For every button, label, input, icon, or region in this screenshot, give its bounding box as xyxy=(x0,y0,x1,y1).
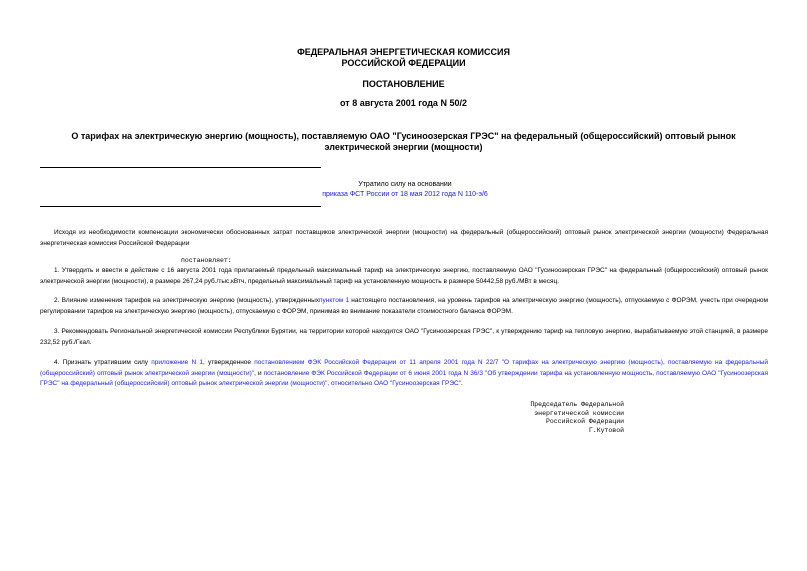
item-1-paragraph: 1. Утвердить и ввести в действие с 16 августа 2001 года прилагаемый предельный максимальный тариф на электрическую энергию, поставляемую ОАО "Гусиноозерская ГРЭС" на федеральный (общероссийский) оптовый рынок электрической энергии (мощности), в размере 267,24 руб./тыс.кВтч, предельный максимальный тариф на установленную мощность в размере 50442,58 руб./МВт в месяц. xyxy=(40,267,768,285)
country-title: РОССИЙСКОЙ ФЕДЕРАЦИИ xyxy=(341,58,466,68)
lost-force-note: Утратило силу на основании xyxy=(358,181,452,188)
item-4-paragraph xyxy=(40,358,768,390)
resolution-22-7-link[interactable]: постановлением ФЭК Российской Федерации от 11 апреля 2001 года N 22/7 "О тарифах на электрическую энергию (мощность), поставляемую на федеральный (общероссийский) оптовый рынок электрической энергии (мощности)" xyxy=(40,359,768,377)
item-4-text-d: . xyxy=(461,380,463,387)
item-4-text-a: 4. Признать утратившим силу xyxy=(54,359,152,366)
document-type: ПОСТАНОВЛЕНИЕ xyxy=(362,79,445,89)
item-3-paragraph: 3. Рекомендовать Региональной энергетической комиссии Республики Бурятии, на территории которой находится ОАО "Гусиноозерская ГРЭС", к утверждению тариф на тепловую энергию, вырабатываемую этой станцией, в размере 232,52 руб./Гкал. xyxy=(40,328,768,346)
basis-order-link[interactable]: приказа ФСТ России от 18 мая 2012 года N 110-э/6 xyxy=(322,191,488,198)
item-2-paragraph xyxy=(40,296,768,317)
resolution-36-3-link[interactable]: постановление ФЭК Российской Федерации от 6 июня 2001 года N 36/3 "Об утверждении тарифа на установленную мощность, поставляемую ОАО "Гусиноозерская ГРЭС" на федеральный (общероссийский) оптовый рынок электрической энергии (мощности)", относительно ОАО "Гусиноозерская ГРЭС" xyxy=(40,369,768,387)
item-4-text-b: , утвержденное xyxy=(203,359,255,366)
signature-line-3: Российской Федерации xyxy=(545,418,624,425)
signature-name: Г.Кутовой xyxy=(588,426,624,434)
divider-top xyxy=(40,167,321,168)
item-2-text-a: 2. Влияние изменения тарифов на электрическую энергию (мощность), утвержденных xyxy=(54,297,320,304)
item-4-text-c: , и xyxy=(254,369,264,377)
signature-line-2: энергетической комиссии xyxy=(534,409,624,417)
item-1-reference-link[interactable]: пунктом 1 xyxy=(319,297,350,304)
item-2-text-b: настоящего постановления, на уровень тарифов на электрическую энергию (мощность), отпускаемую с ФОРЭМ, учесть при очередном регулировании тарифов на электрическую энергию (мощность), отпускаемую с ФОРЭМ, принимая во внимание показатели стоимостного баланса ФОРЭМ. xyxy=(40,297,768,315)
signature-line-1: Председатель Федеральной xyxy=(530,401,624,408)
divider-bottom xyxy=(40,206,321,207)
appendix-1-link[interactable]: приложение N 1 xyxy=(151,359,203,366)
document-date-number: от 8 августа 2001 года N 50/2 xyxy=(340,98,467,108)
commission-title: ФЕДЕРАЛЬНАЯ ЭНЕРГЕТИЧЕСКАЯ КОМИССИЯ xyxy=(297,47,510,57)
signature-block xyxy=(480,401,624,435)
intro-paragraph: Исходя из необходимости компенсации экономически обоснованных затрат поставщиков электрической энергии (мощности) на федеральный (общероссийский) оптовый рынок электрической энергии (мощности) Федеральная энергетическая комиссия Российской Федерации xyxy=(40,229,768,247)
document-subject: О тарифах на электрическую энергию (мощность), поставляемую ОАО "Гусиноозерская ГРЭС" на федеральный (общероссийский) оптовый рынок электрической энергии (мощности) xyxy=(71,131,736,152)
resolves-word: постановляет: xyxy=(181,257,232,264)
